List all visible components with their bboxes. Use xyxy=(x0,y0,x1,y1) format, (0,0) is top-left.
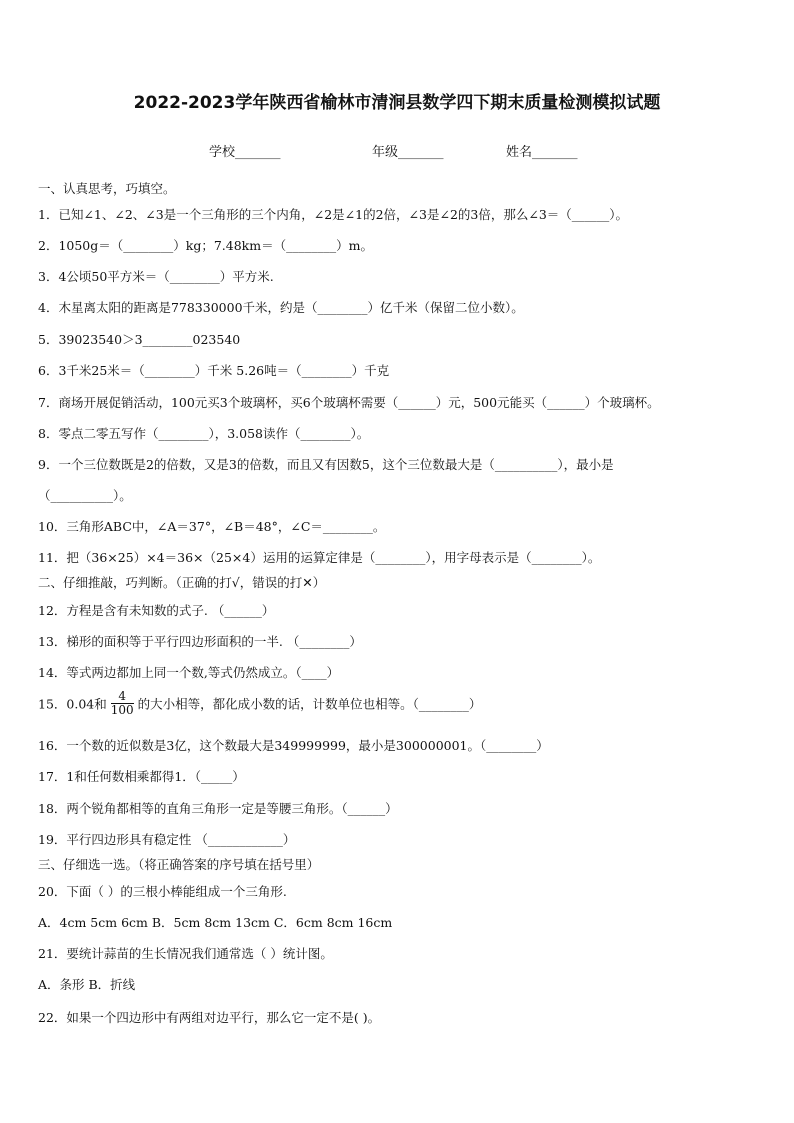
question-16: 16．一个数的近似数是3亿，这个数最大是349999999，最小是300000001。（________） xyxy=(38,738,549,753)
question-6: 6．3千米25米＝（________）千米 5.26吨＝（________）千克 xyxy=(38,363,390,378)
question-3: 3．4公顷50平方米＝（________）平方米. xyxy=(38,269,274,284)
question-15 xyxy=(38,690,481,717)
section-1-heading: 一、认真思考，巧填空。 xyxy=(38,181,176,196)
question-20: 20．下面（ ）的三根小棒能组成一个三角形. xyxy=(38,884,287,899)
question-9-line-2: （__________）。 xyxy=(38,488,132,503)
section-2-heading: 二、仔细推敲，巧判断。（正确的打√，错误的打✕） xyxy=(38,575,326,590)
question-4: 4．木星离太阳的距离是778330000千米，约是（________）亿千米（保留二位小数）。 xyxy=(38,300,524,315)
question-21: 21．要统计蒜苗的生长情况我们通常选（ ）统计图。 xyxy=(38,946,333,961)
question-13: 13．梯形的面积等于平行四边形面积的一半. （________） xyxy=(38,634,362,649)
question-18: 18．两个锐角都相等的直角三角形一定是等腰三角形。（______） xyxy=(38,801,398,816)
question-22: 22．如果一个四边形中有两组对边平行，那么它一定不是( )。 xyxy=(38,1010,381,1025)
question-12: 12．方程是含有未知数的式子. （______） xyxy=(38,603,275,618)
document-title: 2022-2023学年陕西省榆林市清涧县数学四下期末质量检测模拟试题 xyxy=(133,93,661,113)
question-8: 8．零点二零五写作（________），3.058读作（________）。 xyxy=(38,426,370,441)
question-5: 5．39023540＞3________023540 xyxy=(38,332,241,347)
question-19: 19．平行四边形具有稳定性 （____________） xyxy=(38,832,296,847)
question-15-suffix: 的大小相等，都化成小数的话，计数单位也相等。（________） xyxy=(137,696,482,712)
question-10: 10．三角形ABC中，∠A＝37°，∠B＝48°，∠C＝________。 xyxy=(38,519,386,534)
fraction-numerator: 4 xyxy=(111,690,134,704)
grade-field: 年级_______ xyxy=(372,145,444,160)
question-7: 7．商场开展促销活动，100元买3个玻璃杯，买6个玻璃杯需要（______）元，500元能买（______）个玻璃杯。 xyxy=(38,395,660,410)
question-1: 1．已知∠1、∠2、∠3是一个三角形的三个内角，∠2是∠1的2倍，∠3是∠2的3倍，那么∠3＝（______）。 xyxy=(38,207,629,222)
fraction-denominator: 100 xyxy=(110,703,134,717)
student-info-row xyxy=(0,141,794,161)
question-15-prefix: 15．0.04和 xyxy=(38,696,107,712)
question-14: 14．等式两边都加上同一个数,等式仍然成立。（____） xyxy=(38,665,340,680)
question-11: 11．把（36×25）×4＝36×（25×4）运用的运算定律是（________），用字母表示是（________）。 xyxy=(38,550,601,565)
question-2: 2．1050g＝（________）kg；7.48km＝（________）m。 xyxy=(38,238,373,253)
section-3-heading: 三、仔细选一选。（将正确答案的序号填在括号里） xyxy=(38,857,320,872)
fraction-4-over-100 xyxy=(111,690,134,717)
name-field: 姓名_______ xyxy=(506,145,578,160)
question-20-options: A．4cm 5cm 6cm B．5cm 8cm 13cm C．6cm 8cm 16cm xyxy=(38,915,393,930)
question-17: 17．1和任何数相乘都得1．（_____） xyxy=(38,769,245,784)
question-21-options: A．条形 B．折线 xyxy=(38,977,136,992)
school-field: 学校_______ xyxy=(209,145,281,160)
question-9-line-1: 9．一个三位数既是2的倍数，又是3的倍数，而且又有因数5，这个三位数最大是（__________），最小是 xyxy=(38,457,614,472)
